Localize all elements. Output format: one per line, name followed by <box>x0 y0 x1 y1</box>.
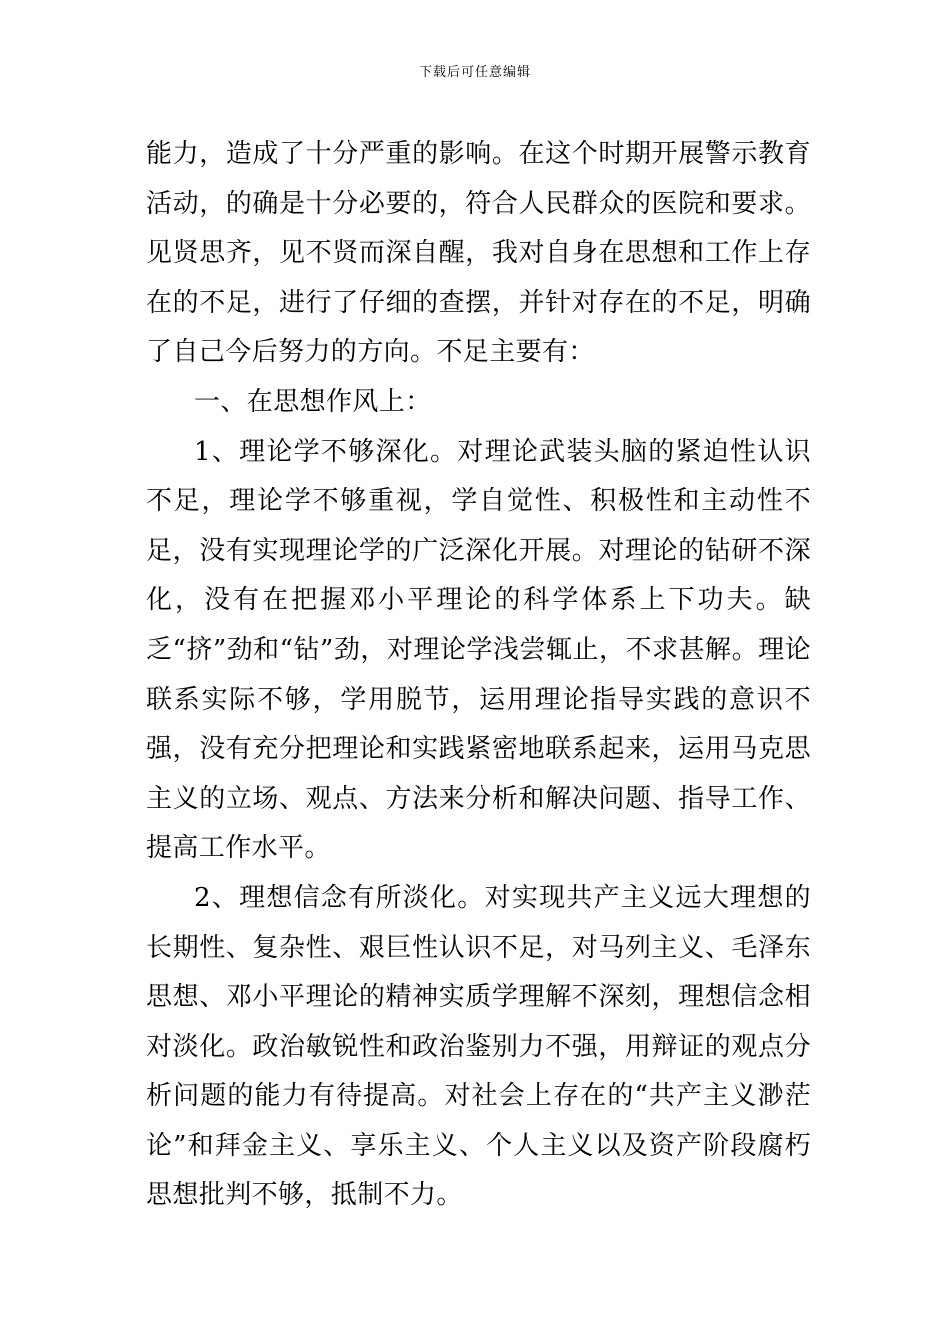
paragraph-item-2: 2、理想信念有所淡化。对实现共产主义远大理想的长期性、复杂性、艰巨性认识不足，对马列主义、毛泽东思想、邓小平理论的精神实质学理解不深刻，理想信念相对淡化。政治敏锐性和政治鉴别力不强，用辩证的观点分析问题的能力有待提高。对社会上存在的“共产主义渺茫论”和拜金主义、享乐主义、个人主义以及资产阶段腐朽思想批判不够，抵制不力。 <box>146 882 811 1211</box>
page-header-note: 下载后可任意编辑 <box>418 65 531 80</box>
section-heading: 一、在思想作风上： <box>194 386 432 417</box>
paragraph-item-1: 1、理论学不够深化。对理论武装头脑的紧迫性认识不足，理论学不够重视，学自觉性、积极性和主动性不足，没有实现理论学的广泛深化开展。对理论的钻研不深化，没有在把握邓小平理论的科学体系上下功夫。缺乏“挤”劲和“钻”劲，对理论学浅尝辄止，不求甚解。理论联系实际不够，学用脱节，运用理论指导实践的意识不强，没有充分把理论和实践紧密地联系起来，运用马克思主义的立场、观点、方法来分析和解决问题、指导工作、提高工作水平。 <box>146 436 811 864</box>
document-body <box>146 130 811 1221</box>
paragraph-intro: 能力，造成了十分严重的影响。在这个时期开展警示教育活动，的确是十分必要的，符合人民群众的医院和要求。见贤思齐，见不贤而深自醒，我对自身在思想和工作上存在的不足，进行了仔细的查摆，并针对存在的不足，明确了自己今后努力的方向。不足主要有： <box>146 139 811 368</box>
